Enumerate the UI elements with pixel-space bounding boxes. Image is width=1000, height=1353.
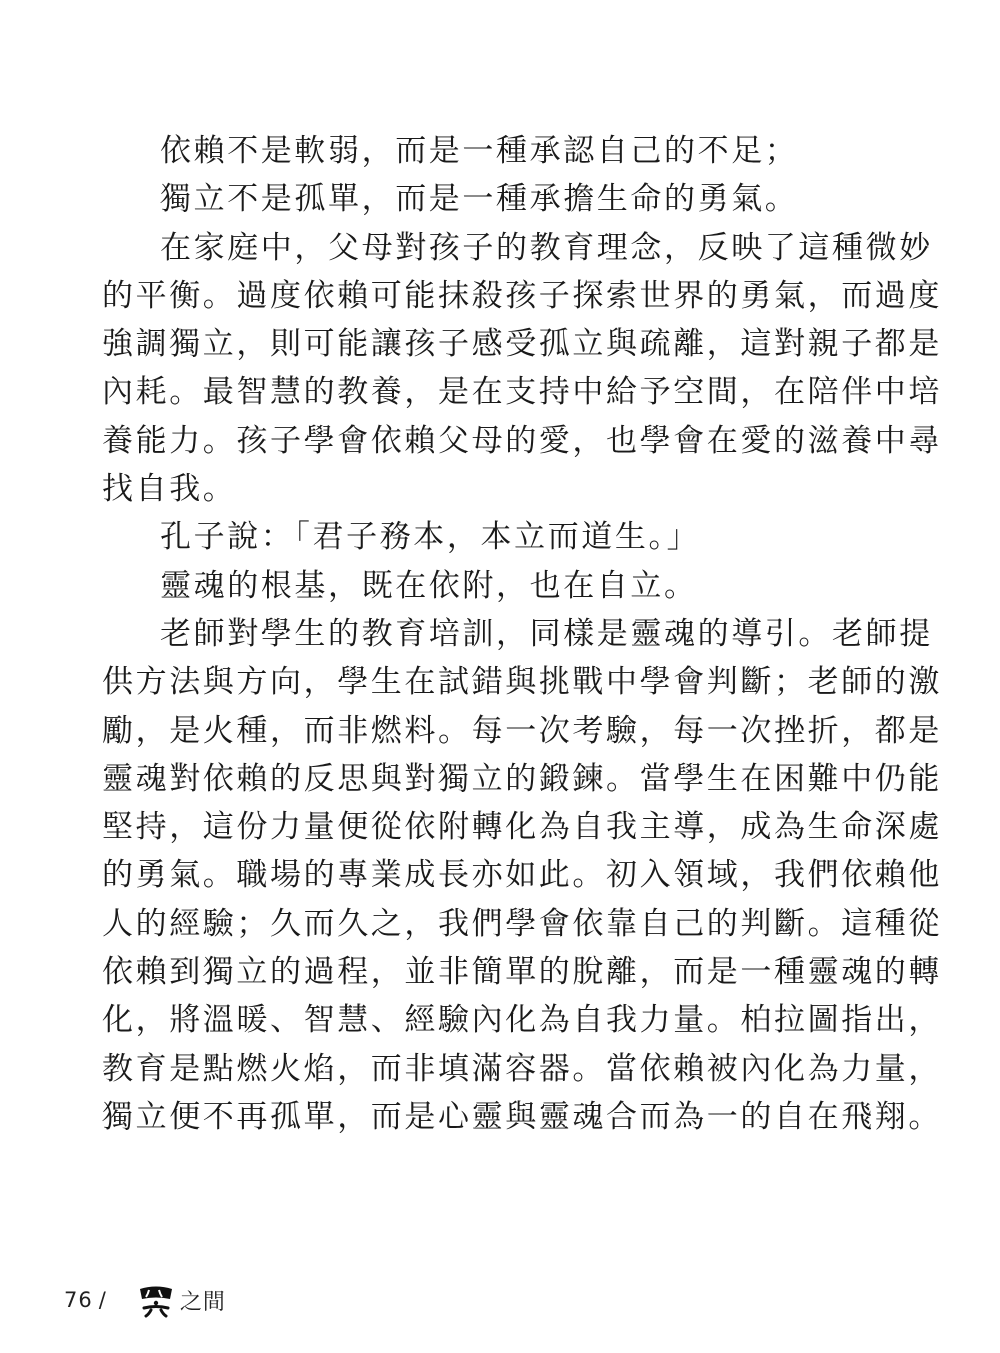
text-line: 勵，是火種，而非燃料。每一次考驗，每一次挫折，都是 xyxy=(102,712,942,749)
body-text xyxy=(102,127,942,1141)
text-line: 的勇氣。職場的專業成長亦如此。初入領域，我們依賴他 xyxy=(102,857,942,894)
book-title xyxy=(134,1282,226,1318)
text-line: 教育是點燃火焰，而非填滿容器。當依賴被內化為力量， xyxy=(102,1050,942,1087)
book-title-suffix: 之間 xyxy=(179,1289,226,1315)
text-line: 供方法與方向，學生在試錯與挑戰中學會判斷；老師的激 xyxy=(102,664,942,701)
text-line: 靈魂的根基，既在依附，也在自立。 xyxy=(160,567,698,604)
page-footer xyxy=(64,1280,226,1320)
text-line: 找自我。 xyxy=(102,471,237,508)
text-line: 孔子說：「君子務本，本立而道生。」 xyxy=(160,519,701,556)
text-line: 化，將溫暖、智慧、經驗內化為自我力量。柏拉圖指出， xyxy=(102,1002,942,1039)
page-number: 76 xyxy=(64,1288,93,1312)
book-logo-icon xyxy=(134,1282,178,1318)
text-line: 靈魂對依賴的反思與對獨立的鍛鍊。當學生在困難中仍能 xyxy=(102,760,942,797)
text-line: 人的經驗；久而久之，我們學會依靠自己的判斷。這種從 xyxy=(102,905,942,942)
text-line: 獨立不是孤單，而是一種承擔生命的勇氣。 xyxy=(160,181,799,218)
text-line: 依賴不是軟弱，而是一種承認自己的不足； xyxy=(160,133,799,169)
page-separator: / xyxy=(98,1288,106,1312)
text-line: 獨立便不再孤單，而是心靈與靈魂合而為一的自在飛翔。 xyxy=(102,1098,942,1135)
text-line: 強調獨立，則可能讓孩子感受孤立與疏離，這對親子都是 xyxy=(102,326,942,363)
text-line: 養能力。孩子學會依賴父母的愛，也學會在愛的滋養中尋 xyxy=(102,422,942,459)
text-line: 老師對學生的教育培訓，同樣是靈魂的導引。老師提 xyxy=(160,615,933,652)
text-line: 在家庭中，父母對孩子的教育理念，反映了這種微妙 xyxy=(160,229,933,266)
text-line: 內耗。最智慧的教養，是在支持中給予空間，在陪伴中培 xyxy=(102,374,942,411)
text-line: 依賴到獨立的過程，並非簡單的脫離，而是一種靈魂的轉 xyxy=(102,954,942,991)
text-line: 堅持，這份力量便從依附轉化為自我主導，成為生命深處 xyxy=(102,809,942,846)
text-line: 的平衡。過度依賴可能抹殺孩子探索世界的勇氣，而過度 xyxy=(102,277,942,314)
